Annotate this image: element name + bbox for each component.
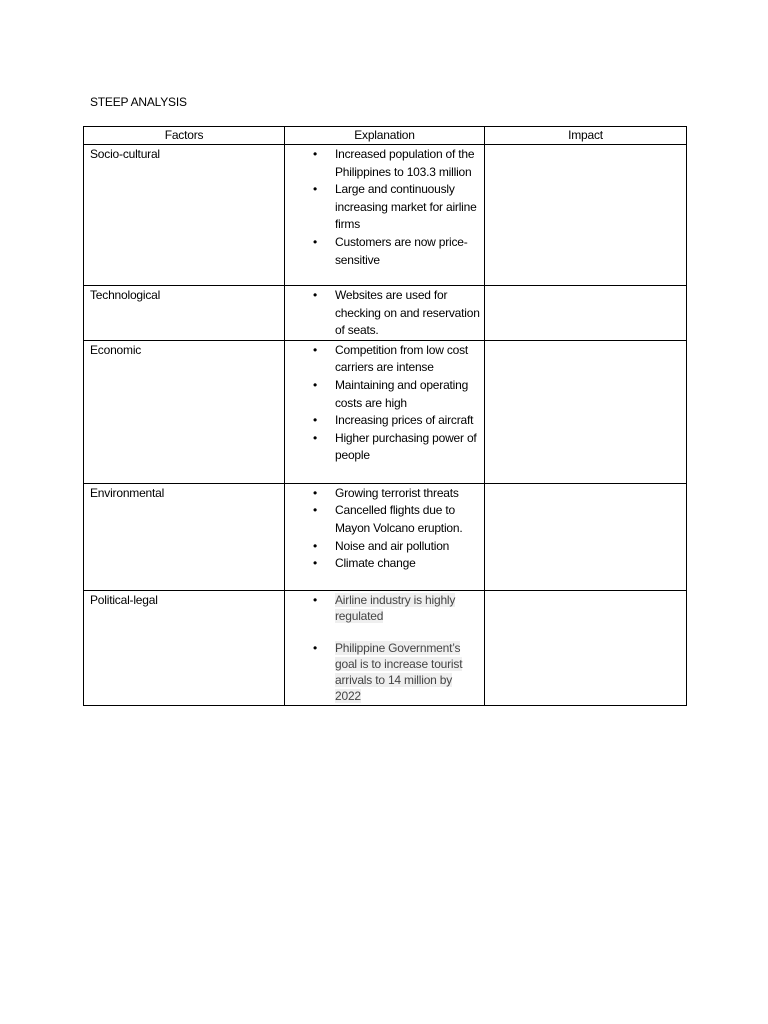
factor-cell	[84, 590, 285, 705]
explanation-item: • Noise and air pollution	[335, 538, 480, 556]
explanation-item	[335, 640, 480, 704]
table-row-economic	[84, 340, 687, 483]
explanation-text: Airline industry is highly regulated	[335, 592, 456, 623]
factor-cell	[84, 286, 285, 341]
explanation-item	[335, 592, 480, 624]
impact-cell	[485, 590, 687, 705]
explanation-list	[285, 341, 484, 465]
explanation-item: • Websites are used for checking on and reservation of seats.	[335, 287, 480, 340]
explanation-item: • Higher purchasing power of people	[335, 430, 480, 465]
explanation-item: • Cancelled flights due to Mayon Volcano eruption.	[335, 502, 480, 537]
factor-label: Technological	[90, 288, 161, 302]
explanation-item: • Maintaining and operating costs are high	[335, 377, 480, 412]
explanation-list	[285, 145, 484, 269]
steep-table	[83, 126, 687, 706]
explanation-item: • Growing terrorist threats	[335, 485, 480, 503]
factor-cell	[84, 340, 285, 483]
factor-label: Economic	[90, 342, 142, 357]
factor-cell	[84, 145, 285, 286]
table-header-row	[84, 127, 687, 145]
explanation-item: • Large and continuously increasing market for airline firms	[335, 181, 480, 234]
explanation-item: • Increased population of the Philippines to 103.3 million	[335, 146, 480, 181]
table-row-socio-cultural	[84, 145, 687, 286]
impact-cell	[485, 483, 687, 590]
explanation-cell	[285, 286, 485, 341]
explanation-text: Philippine Government’s goal is to increase tourist arrivals to 14 million by 2022	[335, 640, 463, 703]
explanation-list	[285, 484, 484, 573]
factor-label: Socio-cultural	[90, 147, 160, 161]
factor-label: Political-legal	[90, 592, 158, 607]
explanation-item: • Competition from low cost carriers are intense	[335, 342, 480, 377]
header-factors: Factors	[84, 127, 285, 145]
explanation-item: • Increasing prices of aircraft	[335, 412, 480, 430]
table-row-political-legal	[84, 590, 687, 705]
explanation-cell	[285, 483, 485, 590]
header-impact: Impact	[485, 127, 687, 145]
explanation-cell	[285, 590, 485, 705]
explanation-item: • Climate change	[335, 555, 480, 573]
table-row-technological	[84, 286, 687, 341]
explanation-list	[285, 286, 484, 340]
header-explanation: Explanation	[285, 127, 485, 145]
table-row-environmental	[84, 483, 687, 590]
impact-cell	[485, 286, 687, 341]
explanation-item: • Customers are now price-sensitive	[335, 234, 480, 269]
document-title: STEEP ANALYSIS	[90, 95, 187, 109]
impact-cell	[485, 145, 687, 286]
explanation-cell	[285, 145, 485, 286]
impact-cell	[485, 340, 687, 483]
factor-label: Environmental	[90, 485, 165, 500]
factor-cell	[84, 483, 285, 590]
explanation-list	[285, 591, 484, 704]
explanation-cell	[285, 340, 485, 483]
